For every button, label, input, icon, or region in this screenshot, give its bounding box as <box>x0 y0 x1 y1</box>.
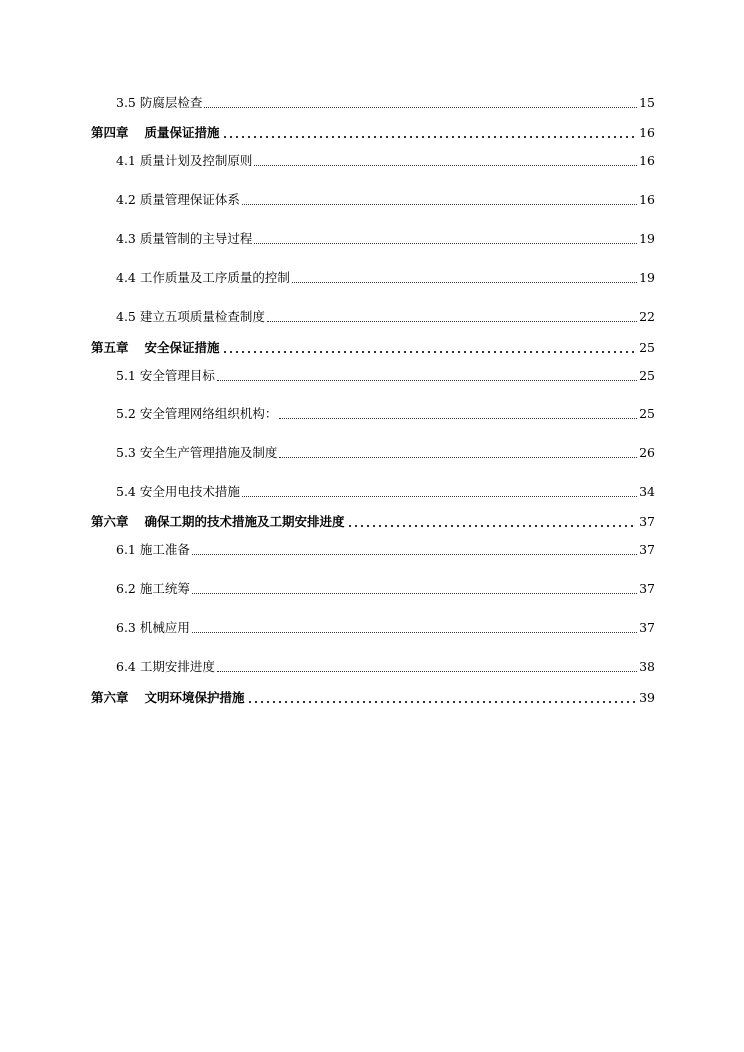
toc-entry[interactable] <box>116 657 655 675</box>
toc-chapter-entry[interactable] <box>91 123 655 141</box>
dot-leader <box>279 456 637 458</box>
toc-chapter-title <box>91 125 220 141</box>
dot-leader <box>254 164 637 166</box>
toc-entry-title: 5.3 安全生产管理措施及制度 <box>116 445 278 460</box>
toc-entry[interactable] <box>116 579 655 597</box>
toc-entry-title: 6.4 工期安排进度 <box>116 659 215 674</box>
toc-entry[interactable] <box>116 268 655 286</box>
dot-leader <box>192 631 637 633</box>
toc-entry-page: 25 <box>639 368 655 383</box>
dot-leader <box>217 670 637 672</box>
toc-entry-page: 38 <box>639 659 655 674</box>
toc-entry[interactable] <box>116 307 655 325</box>
toc-entry[interactable] <box>116 482 655 500</box>
toc-chapter-name: 质量保证措施 <box>144 125 220 140</box>
toc-entry-title: 4.4 工作质量及工序质量的控制 <box>116 270 290 285</box>
dot-leader <box>222 136 638 138</box>
toc-entry[interactable] <box>116 618 655 636</box>
toc-chapter-entry[interactable] <box>91 512 655 530</box>
toc-entry[interactable] <box>116 366 655 384</box>
toc-chapter-name: 文明环境保护措施 <box>144 690 245 705</box>
toc-entry-page: 39 <box>639 690 655 705</box>
toc-entry-page: 25 <box>639 340 655 355</box>
dot-leader <box>192 592 637 594</box>
toc-chapter-number: 第五章 <box>91 340 129 355</box>
toc-entry-page: 15 <box>639 95 655 110</box>
toc-chapter-number: 第六章 <box>91 690 129 705</box>
toc-entry-title: 4.5 建立五项质量检查制度 <box>116 309 265 324</box>
dot-leader <box>192 553 637 555</box>
dot-leader <box>254 242 637 244</box>
toc-entry-title: 5.1 安全管理目标 <box>116 368 215 383</box>
toc-entry[interactable] <box>116 190 655 208</box>
toc-entry-page: 37 <box>639 581 655 596</box>
toc-chapter-name: 确保工期的技术措施及工期安排进度 <box>144 514 345 529</box>
toc-chapter-entry[interactable] <box>91 338 655 356</box>
toc-entry-title: 4.1 质量计划及控制原则 <box>116 153 253 168</box>
dot-leader <box>267 320 637 322</box>
toc-entry-page: 25 <box>639 406 655 421</box>
toc-entry-title: 5.4 安全用电技术措施 <box>116 484 240 499</box>
dot-leader <box>279 417 637 419</box>
toc-entry-page: 37 <box>639 514 655 529</box>
dot-leader <box>347 525 638 527</box>
dot-leader <box>242 495 637 497</box>
toc-entry-page: 37 <box>639 542 655 557</box>
dot-leader <box>292 281 637 283</box>
toc-chapter-number: 第四章 <box>91 125 129 140</box>
toc-entry[interactable] <box>116 404 655 422</box>
dot-leader <box>204 106 637 108</box>
toc-entry-page: 26 <box>639 445 655 460</box>
toc-entry-page: 37 <box>639 620 655 635</box>
toc-chapter-number: 第六章 <box>91 514 129 529</box>
toc-chapter-name: 安全保证措施 <box>144 340 220 355</box>
dot-leader <box>247 701 638 703</box>
toc-entry-page: 16 <box>639 192 655 207</box>
toc-entry-page: 16 <box>639 153 655 168</box>
toc-entry-page: 19 <box>639 270 655 285</box>
dot-leader <box>217 379 637 381</box>
toc-entry[interactable] <box>116 229 655 247</box>
toc-chapter-title <box>91 690 245 706</box>
toc-entry-page: 19 <box>639 231 655 246</box>
toc-entry-title: 4.3 质量管制的主导过程 <box>116 231 253 246</box>
toc-entry[interactable] <box>116 540 655 558</box>
toc-chapter-title <box>91 514 345 530</box>
toc-entry-title: 5.2 安全管理网络组织机构： <box>116 406 278 421</box>
toc-entry[interactable] <box>116 93 655 111</box>
dot-leader <box>242 203 637 205</box>
toc-entry-page: 16 <box>639 125 655 140</box>
toc-entry-page: 34 <box>639 484 655 499</box>
toc-entry[interactable] <box>116 443 655 461</box>
toc-entry-title: 6.2 施工统筹 <box>116 581 190 596</box>
toc-chapter-entry[interactable] <box>91 688 655 706</box>
toc-chapter-title <box>91 340 220 356</box>
toc-entry-title: 6.3 机械应用 <box>116 620 190 635</box>
toc-entry-title: 4.2 质量管理保证体系 <box>116 192 240 207</box>
toc-entry-title: 6.1 施工准备 <box>116 542 190 557</box>
toc-entry-title: 3.5 防腐层检查 <box>116 95 203 110</box>
toc-entry-page: 22 <box>639 309 655 324</box>
dot-leader <box>222 351 638 353</box>
toc-entry[interactable] <box>116 151 655 169</box>
